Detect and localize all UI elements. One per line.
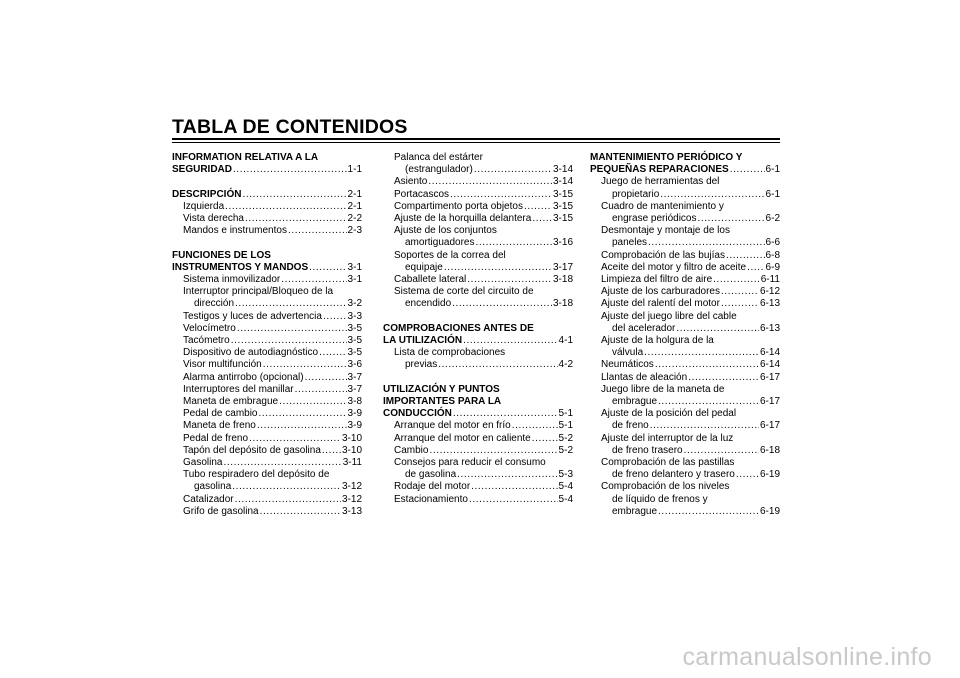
toc-entry-text: Tacómetro (183, 335, 230, 347)
toc-entry-text: Sistema inmovilizador (183, 274, 281, 285)
toc-leader-dots (242, 189, 346, 201)
toc-entry[interactable] (590, 250, 780, 262)
toc-page-number: 5-4 (558, 481, 573, 493)
toc-page-number: 5-2 (558, 432, 573, 444)
toc-page-number: 1-1 (347, 164, 362, 176)
toc-entry[interactable] (172, 323, 362, 335)
toc-page-number: 3-18 (552, 274, 573, 286)
toc-entry-text: MANTENIMIENTO PERIÓDICO Y (590, 152, 743, 163)
toc-leader-dots (231, 335, 347, 347)
toc-entry[interactable] (590, 384, 780, 408)
toc-entry-text: Pedal de freno (183, 432, 249, 444)
toc-entry-text: paneles (612, 237, 648, 249)
toc-page-number: 3-1 (347, 274, 362, 285)
toc-entry-text: Soportes de la correa del (394, 249, 506, 261)
toc-entry[interactable] (172, 372, 362, 384)
toc-page-number: 3-7 (347, 383, 362, 395)
toc-entry-text: de gasolina (405, 469, 457, 481)
toc-leader-dots (660, 189, 764, 201)
toc-entry[interactable] (590, 225, 780, 249)
toc-leader-dots (245, 213, 347, 225)
toc-leader-dots (676, 323, 759, 335)
toc-entry[interactable] (590, 311, 780, 335)
toc-entry[interactable] (383, 494, 573, 506)
toc-entry[interactable] (172, 433, 362, 445)
toc-entry[interactable] (172, 274, 362, 286)
toc-page-number: 4-1 (558, 335, 573, 347)
toc-entry-text: de líquido de frenos y (612, 493, 708, 505)
toc-page-number: 2-1 (347, 188, 362, 200)
toc-page-number: 5-1 (558, 408, 573, 420)
toc-entry[interactable] (590, 433, 780, 457)
toc-entry-text: de freno delantero y trasero (612, 469, 735, 481)
toc-page-number: 3-1 (347, 261, 362, 273)
toc-entry-text: SEGURIDAD (172, 164, 233, 176)
toc-entry-text: engrase periódicos (612, 213, 697, 225)
toc-entry[interactable] (383, 433, 573, 445)
toc-leader-dots (450, 189, 552, 201)
toc-page-number: 3-15 (552, 200, 573, 212)
toc-leader-dots (726, 250, 765, 262)
toc-page-number: 4-2 (558, 359, 573, 371)
toc-leader-dots (288, 225, 347, 237)
toc-entry-text: Estacionamiento (394, 493, 468, 505)
toc-leader-dots (309, 262, 346, 274)
toc-entry-text: Pedal de cambio (183, 408, 258, 420)
toc-leader-dots (469, 494, 558, 506)
watermark: carmanualsonline.info (682, 643, 932, 671)
toc-entry-text: válvula (612, 347, 644, 359)
toc-entry-text: Ajuste del interruptor de la luz (601, 432, 734, 444)
toc-page-number: 6-13 (759, 298, 780, 310)
toc-entry[interactable] (590, 176, 780, 200)
toc-page-number: 3-12 (341, 481, 362, 493)
toc-page-number: 3-13 (341, 505, 362, 517)
toc-page-number: 3-14 (552, 164, 573, 176)
toc-page-number: 2-1 (347, 200, 362, 212)
toc-entry-text: Gasolina (183, 457, 223, 469)
toc-page-number: 3-17 (552, 261, 573, 273)
toc-entry-text: Juego de herramientas del (601, 176, 720, 188)
toc-entry-text: Ajuste de los conjuntos (394, 225, 497, 237)
toc-entry-text: Llantas de aleación (601, 371, 688, 383)
toc-entry[interactable] (383, 481, 573, 493)
toc-entry-text: Ajuste del juego libre del cable (601, 310, 737, 322)
toc-entry-text: Grifo de gasolina (183, 505, 259, 517)
toc-page-number: 6-13 (759, 322, 780, 334)
toc-entry-text: IMPORTANTES PARA LA (383, 396, 502, 408)
toc-leader-dots (524, 201, 552, 213)
toc-entry-text: Ajuste de la holgura de la (601, 335, 714, 347)
toc-section[interactable] (383, 323, 573, 347)
toc-entry[interactable] (383, 286, 573, 310)
toc-entry-text: COMPROBACIONES ANTES DE (383, 322, 534, 334)
toc-leader-dots (713, 274, 760, 286)
toc-entry-text: Caballete lateral (394, 274, 467, 286)
toc-entry-text: Comprobación de las pastillas (601, 457, 735, 469)
toc-leader-dots (260, 506, 341, 518)
toc-entry-text: Tubo respiradero del depósito de (183, 469, 330, 481)
toc-leader-dots (471, 481, 557, 493)
toc-entry-text: Visor multifunción (183, 359, 262, 371)
toc-entry-text: UTILIZACIÓN Y PUNTOS (383, 383, 500, 395)
toc-entry[interactable] (383, 420, 573, 432)
toc-entry[interactable] (383, 189, 573, 201)
toc-page-number: 3-5 (347, 347, 362, 359)
toc-entry[interactable] (172, 286, 362, 310)
toc-entry-text: propietario (612, 188, 660, 200)
toc-page-number: 5-4 (558, 493, 573, 505)
page-title: TABLA DE CONTENIDOS (172, 116, 408, 138)
toc-entry-text: CONDUCCIÓN (383, 408, 452, 420)
toc-entry[interactable] (172, 347, 362, 359)
toc-entry-text: Interruptor principal/Bloqueo de la (183, 286, 334, 298)
toc-section[interactable] (172, 189, 362, 201)
toc-leader-dots (688, 372, 759, 384)
toc-entry-text: LA UTILIZACIÓN (383, 335, 463, 347)
toc-leader-dots (457, 469, 557, 481)
toc-entry-text: INSTRUMENTOS Y MANDOS (172, 261, 309, 273)
toc-leader-dots (225, 201, 346, 213)
toc-entry-text: Interruptores del manillar (183, 383, 294, 395)
toc-page-number: 6-19 (759, 469, 780, 481)
toc-entry[interactable] (172, 201, 362, 213)
toc-leader-dots (235, 298, 347, 310)
toc-leader-dots (467, 274, 552, 286)
toc-leader-dots (257, 420, 347, 432)
toc-entry-text: (estrangulador) (405, 164, 473, 176)
toc-leader-dots (736, 469, 759, 481)
toc-leader-dots (295, 384, 347, 396)
toc-entry-text: Juego libre de la maneta de (601, 383, 725, 395)
toc-leader-dots (279, 396, 346, 408)
toc-leader-dots (532, 433, 558, 445)
toc-page-number: 3-6 (347, 359, 362, 371)
toc-entry[interactable] (172, 384, 362, 396)
toc-entry[interactable] (383, 201, 573, 213)
toc-entry-text: Mandos e instrumentos (183, 225, 287, 237)
toc-entry-text: embrague (612, 505, 658, 517)
toc-leader-dots (305, 372, 347, 384)
toc-leader-dots (232, 481, 341, 493)
toc-entry[interactable] (590, 408, 780, 432)
toc-column-3 (590, 152, 780, 518)
toc-entry-text: Ajuste de la horquilla delantera (394, 213, 532, 225)
toc-gap (172, 176, 362, 188)
toc-leader-dots (323, 311, 347, 323)
toc-entry[interactable] (383, 225, 573, 249)
toc-leader-dots (259, 408, 347, 420)
toc-leader-dots (463, 335, 557, 347)
toc-leader-dots (429, 445, 557, 457)
toc-page-number: 3-16 (552, 237, 573, 249)
toc-leader-dots (322, 445, 341, 457)
toc-entry[interactable] (383, 152, 573, 176)
toc-leader-dots (263, 359, 347, 371)
toc-entry[interactable] (590, 372, 780, 384)
toc-entry-text: PEQUEÑAS REPARACIONES (590, 164, 729, 176)
toc-entry[interactable] (172, 457, 362, 469)
toc-page-number: 3-15 (552, 213, 573, 225)
toc-leader-dots (281, 274, 346, 286)
toc-page-number: 6-1 (765, 188, 780, 200)
toc-entry[interactable] (172, 396, 362, 408)
toc-leader-dots (475, 237, 552, 249)
toc-entry[interactable] (590, 359, 780, 371)
toc-entry[interactable] (172, 469, 362, 493)
toc-entry-text: encendido (405, 298, 452, 310)
toc-leader-dots (223, 457, 341, 469)
toc-entry[interactable] (590, 481, 780, 518)
toc-entry-text: equipaje (405, 261, 443, 273)
toc-leader-dots (452, 298, 552, 310)
toc-page-number: 3-15 (552, 188, 573, 200)
toc-page-number: 5-1 (558, 420, 573, 432)
toc-entry-text: del acelerador (612, 322, 676, 334)
toc-entry-text: gasolina (194, 481, 232, 493)
toc-entry-text: Sistema de corte del circuito de (394, 286, 534, 298)
toc-entry-text: Alarma antirrobo (opcional) (183, 371, 304, 383)
toc-entry-text: Izquierda (183, 200, 225, 212)
toc-page-number: 6-2 (765, 213, 780, 225)
toc-entry[interactable] (383, 457, 573, 481)
toc-entry[interactable] (172, 445, 362, 457)
toc-page-number: 5-3 (558, 469, 573, 481)
toc-entry[interactable] (383, 213, 573, 225)
title-rule (172, 138, 780, 140)
toc-page-number: 3-5 (347, 322, 362, 334)
toc-leader-dots (444, 262, 552, 274)
toc-leader-dots (658, 396, 759, 408)
toc-entry-text: Asiento (394, 176, 428, 188)
toc-page-number: 3-10 (341, 444, 362, 456)
toc-gap (383, 372, 573, 384)
toc-entry-text: Vista derecha (183, 213, 244, 224)
toc-entry-text: Portacascos (394, 188, 450, 200)
toc-leader-dots (474, 164, 552, 176)
toc-page-number: 6-1 (765, 164, 780, 176)
toc-page-number: 3-14 (552, 176, 573, 188)
toc-leader-dots (730, 164, 765, 176)
toc-gap (383, 311, 573, 323)
toc-entry-text: Rodaje del motor (394, 481, 471, 493)
toc-page-number: 2-2 (347, 213, 362, 224)
toc-entry[interactable] (590, 274, 780, 286)
toc-entry-text: Arranque del motor en frío (394, 420, 511, 432)
toc-section[interactable] (383, 384, 573, 421)
toc-entry-text: Arranque del motor en caliente (394, 432, 531, 444)
toc-leader-dots (650, 420, 759, 432)
toc-entry[interactable] (383, 176, 573, 188)
toc-entry-text: DESCRIPCIÓN (172, 188, 242, 200)
toc-page-number: 6-12 (759, 286, 780, 298)
toc-entry[interactable] (383, 250, 573, 274)
toc-entry-text: Comprobación de los niveles (601, 481, 730, 493)
toc-entry-text: Ajuste de los carburadores (601, 286, 720, 298)
toc-leader-dots (658, 506, 759, 518)
toc-page-number: 6-9 (765, 261, 780, 273)
toc-leader-dots (698, 213, 765, 225)
toc-entry-text: Cuadro de mantenimiento y (601, 200, 724, 212)
toc-leader-dots (747, 262, 764, 274)
toc-page-number: 6-11 (760, 274, 780, 286)
toc-entry-text: Ajuste del ralentí del motor (601, 298, 720, 310)
toc-leader-dots (684, 445, 759, 457)
toc-entry[interactable] (172, 213, 362, 225)
toc-section[interactable] (172, 250, 362, 274)
toc-page-number: 6-17 (759, 371, 780, 383)
toc-page-number: 3-7 (347, 371, 362, 383)
toc-entry[interactable] (172, 494, 362, 506)
toc-entry[interactable] (172, 408, 362, 420)
toc-page-number: 6-17 (759, 396, 780, 408)
toc-entry-text: de freno trasero (612, 444, 683, 456)
toc-section[interactable] (590, 152, 780, 176)
toc-entry-text: Dispositivo de autodiagnóstico (183, 347, 319, 359)
toc-page-number: 2-3 (347, 225, 362, 237)
toc-entry-text: Palanca del estárter (394, 152, 483, 163)
toc-leader-dots (319, 347, 346, 359)
toc-page-number: 6-14 (759, 359, 780, 371)
toc-entry-text: Compartimento porta objetos (394, 200, 523, 212)
title-rule-thin (172, 142, 780, 143)
toc-entry[interactable] (383, 445, 573, 457)
toc-leader-dots (648, 237, 765, 249)
toc-page-number: 3-9 (347, 408, 362, 420)
toc-column-2 (383, 152, 573, 506)
toc-entry-text: Consejos para reducir el consumo (394, 457, 546, 469)
toc-entry[interactable] (590, 201, 780, 225)
toc-entry[interactable] (172, 311, 362, 323)
toc-entry-text: INFORMATION RELATIVA A LA (172, 152, 319, 163)
toc-page-number: 6-6 (765, 237, 780, 249)
toc-leader-dots (512, 420, 558, 432)
toc-entry[interactable] (383, 274, 573, 286)
toc-page-number: 6-17 (759, 420, 780, 432)
toc-leader-dots (235, 494, 341, 506)
toc-entry-text: Tapón del depósito de gasolina (183, 444, 321, 456)
toc-page-number: 3-5 (347, 335, 362, 347)
toc-leader-dots (532, 213, 552, 225)
toc-entry[interactable] (590, 335, 780, 359)
toc-page-number: 3-11 (342, 457, 362, 469)
toc-entry[interactable] (590, 298, 780, 310)
toc-entry-text: Maneta de embrague (183, 396, 279, 408)
toc-leader-dots (644, 347, 759, 359)
toc-entry[interactable] (172, 420, 362, 432)
toc-entry[interactable] (590, 286, 780, 298)
toc-entry[interactable] (590, 457, 780, 481)
toc-page-number: 3-18 (552, 298, 573, 310)
toc-page-number: 3-12 (341, 493, 362, 505)
toc-leader-dots (721, 298, 759, 310)
toc-page-number: 6-14 (759, 347, 780, 359)
toc-page-number: 3-2 (347, 298, 362, 310)
toc-entry-text: Cambio (394, 444, 429, 456)
toc-page-number: 3-8 (347, 396, 362, 408)
toc-leader-dots (453, 408, 558, 420)
toc-page-number: 3-3 (347, 310, 362, 322)
toc-entry-text: Ajuste de la posición del pedal (601, 408, 737, 420)
toc-entry-text: dirección (194, 298, 235, 310)
toc-entry-text: Comprobación de las bujías (601, 249, 725, 261)
toc-leader-dots (721, 286, 759, 298)
toc-column-1 (172, 152, 362, 518)
toc-entry-text: previas (405, 359, 438, 371)
toc-leader-dots (237, 323, 347, 335)
toc-page-number: 6-18 (759, 444, 780, 456)
toc-entry-text: FUNCIONES DE LOS (172, 249, 271, 261)
toc-entry-text: Neumáticos (601, 359, 654, 371)
toc-page-number: 6-19 (759, 505, 780, 517)
toc-page-number: 3-9 (347, 420, 362, 432)
toc-page-number: 3-10 (341, 432, 362, 444)
toc-entry[interactable] (172, 335, 362, 347)
toc-entry-text: de freno (612, 420, 649, 432)
toc-entry-text: Testigos y luces de advertencia (183, 310, 322, 322)
toc-entry[interactable] (172, 225, 362, 237)
toc-entry-text: Velocímetro (183, 322, 236, 334)
toc-leader-dots (438, 359, 557, 371)
toc-entry-text: Lista de comprobaciones (394, 347, 506, 359)
toc-leader-dots (233, 164, 347, 176)
toc-leader-dots (655, 359, 759, 371)
toc-entry-text: embrague (612, 396, 658, 408)
toc-entry[interactable] (383, 347, 573, 371)
toc-leader-dots (428, 176, 552, 188)
toc-entry-text: Limpieza del filtro de aire (601, 274, 713, 286)
toc-page-number: 5-2 (558, 444, 573, 456)
toc-entry-text: Maneta de freno (183, 420, 256, 432)
toc-entry-text: amortiguadores (405, 237, 475, 249)
toc-entry[interactable] (590, 262, 780, 274)
toc-entry-text: Catalizador (183, 493, 234, 505)
toc-leader-dots (249, 433, 341, 445)
toc-section[interactable] (172, 152, 362, 176)
toc-entry-text: Desmontaje y montaje de los (601, 225, 730, 237)
toc-entry[interactable] (172, 506, 362, 518)
toc-gap (172, 237, 362, 249)
toc-entry[interactable] (172, 359, 362, 371)
toc-page-number: 6-8 (765, 249, 780, 261)
toc-entry-text: Aceite del motor y filtro de aceite (601, 261, 747, 273)
